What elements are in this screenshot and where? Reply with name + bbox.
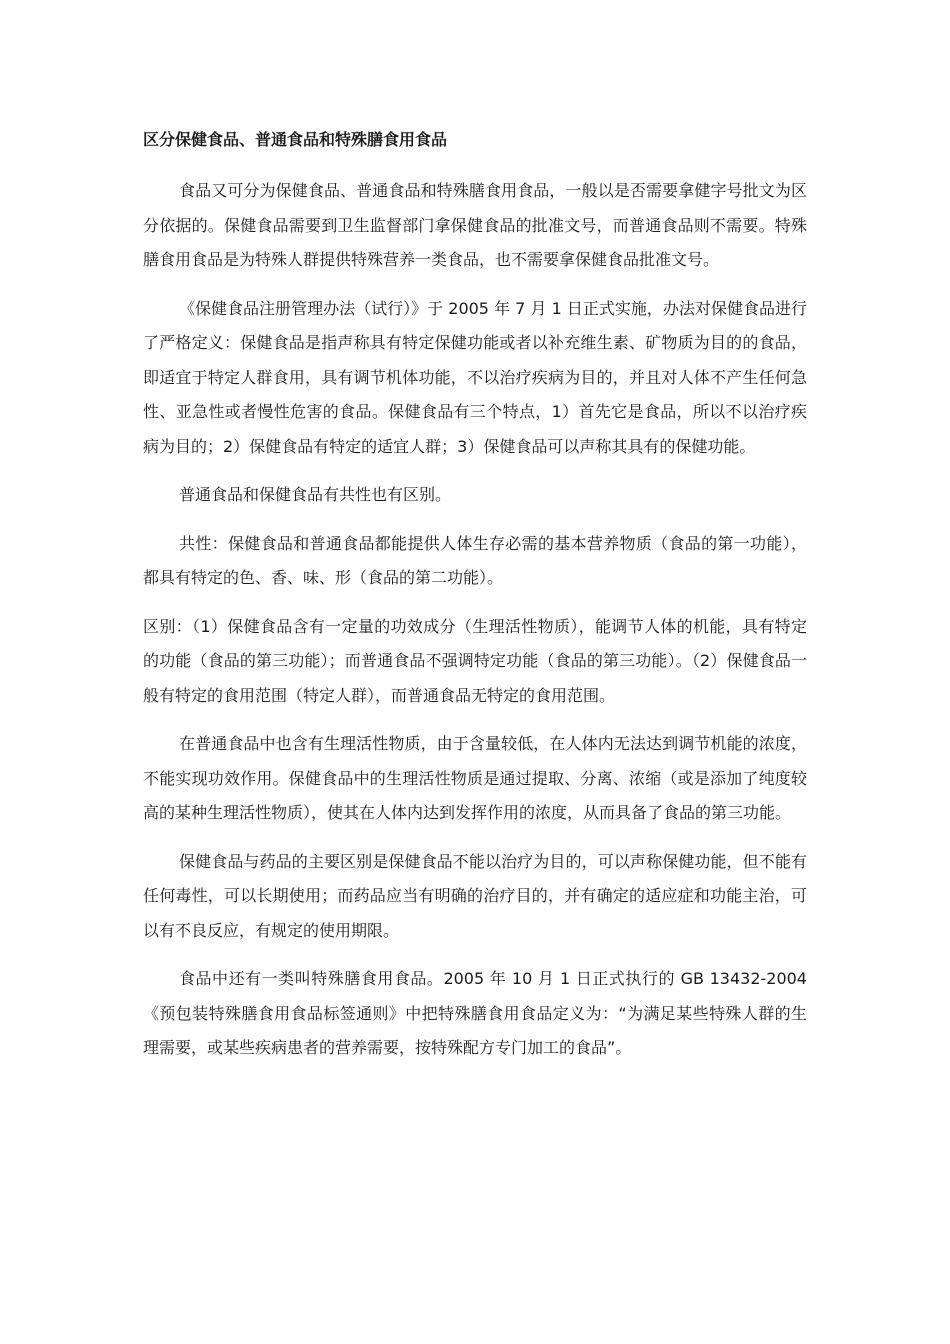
paragraph-regulation: 《保健食品注册管理办法（试行）》于 2005 年 7 月 1 日正式实施，办法对保健食品进行了严格定义：保健食品是指声称具有特定保健功能或者以补充维生素、矿物质为目的的食品，即适宜于特定人群食用，具有调节机体功能，不以治疗疾病为目的，并且对人体不产生任何急性、亚急性或者慢性危害的食品。保健食品有三个特点，1）首先它是食品，所以不以治疗疾病为目的；2）保健食品有特定的适宜人群；3）保健食品可以声称其具有的保健功能。 [143, 298, 807, 456]
paragraph-special-dietary: 食品中还有一类叫特殊膳食用食品。2005 年 10 月 1 日正式执行的 GB 13432-2004《预包装特殊膳食用食品标签通则》中把特殊膳食用食品定义为：“为满足某些特殊人群的生理需要，或某些疾病患者的营养需要，按特殊配方专门加工的食品”。 [143, 969, 807, 1057]
paragraph-vs-drugs: 保健食品与药品的主要区别是保健食品不能以治疗为目的，可以声称保健功能，但不能有任何毒性，可以长期使用；而药品应当有明确的治疗目的，并有确定的适应症和功能主治，可以有不良反应，有规定的使用期限。 [143, 851, 807, 940]
paragraph-commonality-intro: 普通食品和保健食品有共性也有区别。 [179, 485, 452, 504]
paragraph-definition-overview: 食品又可分为保健食品、普通食品和特殊膳食用食品，一般以是否需要拿健字号批文为区分依据的。保健食品需要到卫生监督部门拿保健食品的批准文号，而普通食品则不需要。特殊膳食用食品是为特殊人群提供特殊营养一类食品，也不需要拿保健食品批准文号。 [143, 181, 807, 269]
document-page [143, 120, 807, 1080]
paragraph-difference: 区别：（1）保健食品含有一定量的功效成分（生理活性物质），能调节人体的机能，具有特定的功能（食品的第三功能）；而普通食品不强调特定功能（食品的第三功能）。（2）保健食品一般有特定的食用范围（特定人群），而普通食品无特定的食用范围。 [143, 616, 807, 705]
paragraph-commonality: 共性：保健食品和普通食品都能提供人体生存必需的基本营养物质（食品的第一功能），都具有特定的色、香、味、形（食品的第二功能）。 [143, 533, 807, 587]
document-title: 区分保健食品、普通食品和特殊膳食用食品 [143, 130, 448, 149]
paragraph-active-substances: 在普通食品中也含有生理活性物质，由于含量较低，在人体内无法达到调节机能的浓度，不能实现功效作用。保健食品中的生理活性物质是通过提取、分离、浓缩（或是添加了纯度较高的某种生理活性物质），使其在人体内达到发挥作用的浓度，从而具备了食品的第三功能。 [143, 734, 807, 822]
